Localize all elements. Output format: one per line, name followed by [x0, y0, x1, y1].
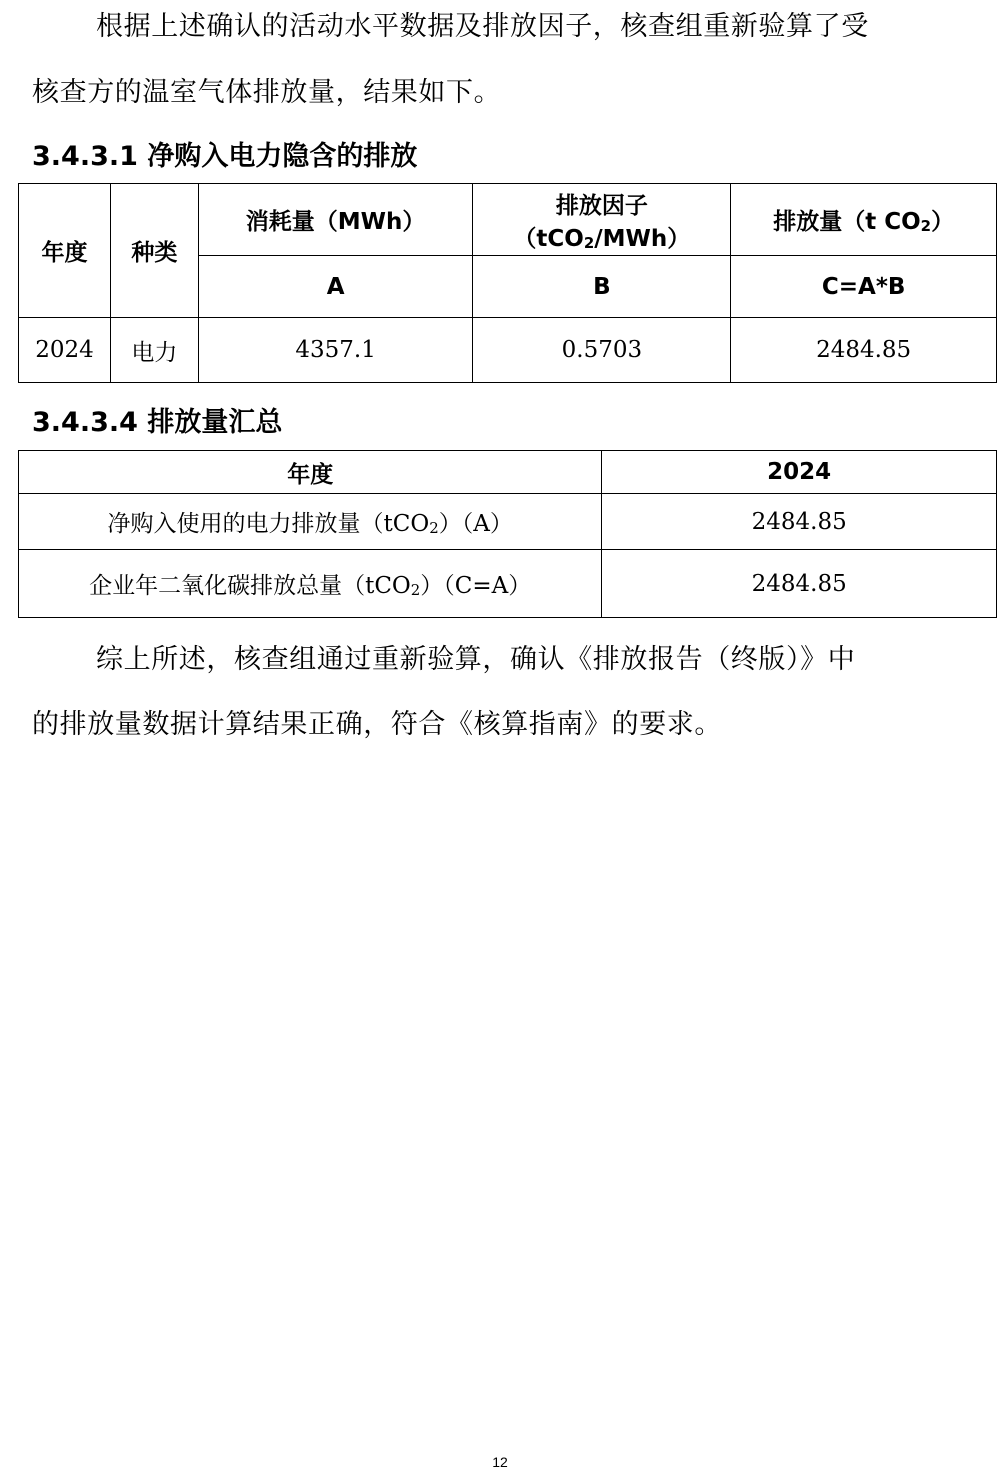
cell-year: 2024	[19, 318, 111, 383]
emission-summary-table	[18, 450, 997, 618]
section-heading-electricity: 3.4.3.1 净购入电力隐含的排放	[32, 141, 418, 172]
paragraph-intro-line2: 核查方的温室气体排放量，结果如下。	[32, 77, 502, 108]
cell-consumption: 4357.1	[198, 318, 473, 383]
cell-emission: 2484.85	[731, 318, 997, 383]
paragraph-conclusion-line1: 综上所述，核查组通过重新验算，确认《排放报告（终版）》中	[96, 644, 856, 675]
summary-row-value: 2484.85	[602, 494, 997, 550]
summary-header-row	[19, 451, 997, 494]
summary-row-label: 企业年二氧化碳排放总量（tCO$_2$）（C=A）	[19, 550, 602, 618]
cell-factor: 0.5703	[473, 318, 731, 383]
header-emission-factor	[473, 184, 731, 256]
header-type: 种类	[110, 184, 198, 318]
table-header-row	[19, 184, 997, 256]
page-number: 12	[492, 1454, 508, 1470]
summary-row-value: 2484.85	[602, 550, 997, 618]
table-row	[19, 494, 997, 550]
header-year: 年度	[19, 184, 111, 318]
header-emission: 排放量（t $CO_2$）	[731, 184, 997, 256]
header-c: C=A*B	[731, 256, 997, 318]
electricity-emission-table	[18, 183, 997, 383]
table-row	[19, 550, 997, 618]
header-factor-line2: （tCO$_2$/MWh）	[513, 225, 691, 252]
header-b: B	[473, 256, 731, 318]
summary-row-label: 净购入使用的电力排放量（tCO$_2$）（A）	[19, 494, 602, 550]
table-row	[19, 318, 997, 383]
cell-type: 电力	[110, 318, 198, 383]
paragraph-conclusion-line2: 的排放量数据计算结果正确，符合《核算指南》的要求。	[32, 709, 722, 740]
header-factor-line1: 排放因子	[555, 192, 648, 219]
header-a: A	[198, 256, 473, 318]
summary-header-label: 年度	[19, 451, 602, 494]
header-consumption: 消耗量（MWh）	[198, 184, 473, 256]
paragraph-intro-line1: 根据上述确认的活动水平数据及排放因子，核查组重新验算了受	[96, 11, 869, 42]
section-heading-summary: 3.4.3.4 排放量汇总	[32, 407, 283, 438]
summary-header-year: 2024	[602, 451, 997, 494]
